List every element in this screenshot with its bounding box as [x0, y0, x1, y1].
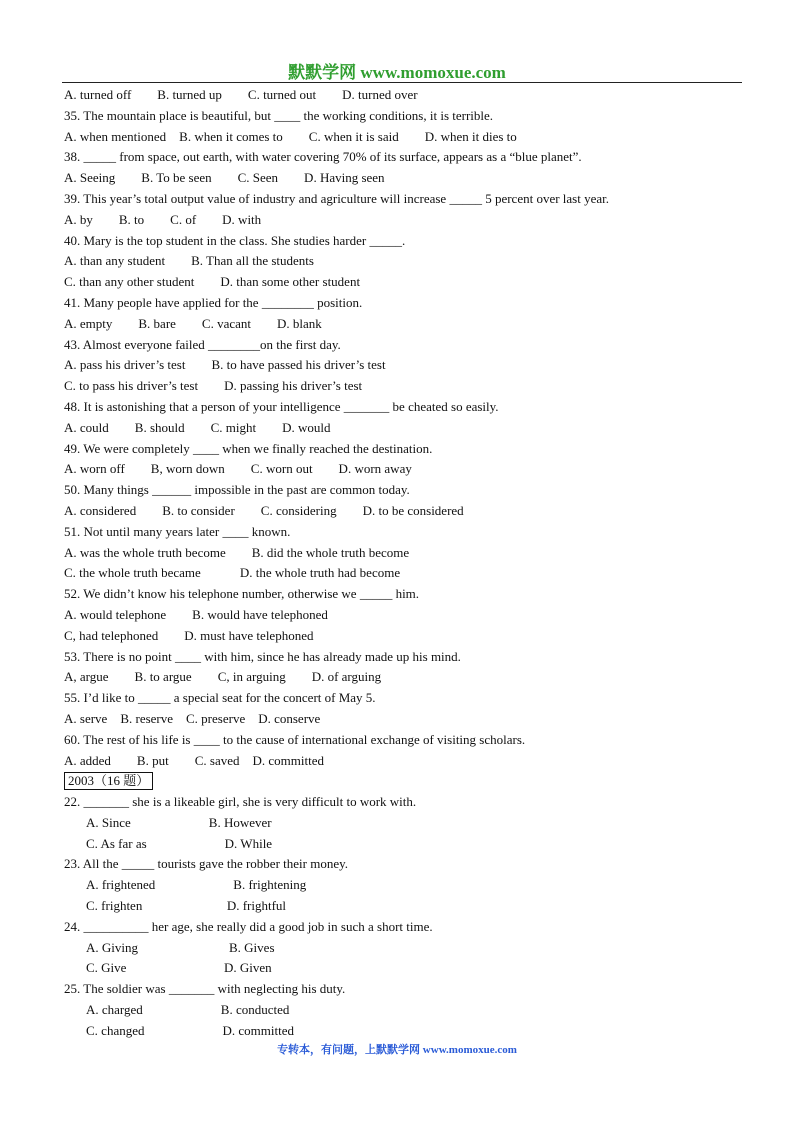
line-text: C. As far as D. While: [86, 835, 273, 851]
line-text: C. than any other student D. than some other student: [64, 274, 361, 290]
site-footer: 专转本，有问题，上默默学网 www.momoxue.com: [277, 1044, 517, 1056]
line-text: A. was the whole truth become B. did the whole truth become: [64, 544, 410, 560]
line-text: A. pass his driver’s test B. to have passed his driver’s test: [64, 357, 386, 373]
text-line: [64, 917, 744, 938]
text-line: [64, 1000, 744, 1021]
line-text: 35. The mountain place is beautiful, but ____ the working conditions, it is terrible.: [64, 107, 494, 123]
text-line: [64, 397, 744, 418]
line-text: 53. There is no point ____ with him, since he has already made up his mind.: [64, 648, 461, 664]
text-line: [64, 147, 744, 168]
line-text: A. Seeing B. To be seen C. Seen D. Having seen: [64, 170, 385, 186]
line-text: A. by B. to C. of D. with: [64, 211, 262, 227]
text-line: [64, 751, 744, 772]
line-text: 39. This year’s total output value of industry and agriculture will increase _____ 5 percent over last year.: [64, 190, 610, 206]
line-text: 23. All the _____ tourists gave the robber their money.: [64, 856, 349, 872]
text-line: [64, 958, 744, 979]
line-text: 24. __________ her age, she really did a good job in such a short time.: [64, 918, 433, 934]
line-text: C. changed D. committed: [86, 1022, 294, 1038]
text-line: [64, 293, 744, 314]
text-line: [64, 896, 744, 917]
text-line: [64, 626, 744, 647]
line-text: 51. Not until many years later ____ known.: [64, 523, 291, 539]
text-line: [64, 834, 744, 855]
question-list: [64, 85, 744, 1042]
text-line: [64, 522, 744, 543]
line-text: A. would telephone B. would have telephoned: [64, 606, 328, 622]
text-line: [64, 210, 744, 231]
text-line: [64, 771, 744, 792]
line-text: 25. The soldier was _______ with neglecting his duty.: [64, 981, 346, 997]
text-line: [64, 667, 744, 688]
text-line: [64, 168, 744, 189]
text-line: [64, 584, 744, 605]
text-line: [64, 85, 744, 106]
text-line: [64, 938, 744, 959]
line-text: C, had telephoned D. must have telephoned: [64, 627, 314, 643]
line-text: 43. Almost everyone failed ________on the first day.: [64, 336, 341, 352]
line-text: 41. Many people have applied for the ________ position.: [64, 294, 363, 310]
text-line: [64, 376, 744, 397]
text-line: [64, 251, 744, 272]
text-line: [64, 730, 744, 751]
line-text: C. frighten D. frightful: [86, 898, 287, 914]
line-text: 49. We were completely ____ when we finally reached the destination.: [64, 440, 433, 456]
line-text: 50. Many things ______ impossible in the past are common today.: [64, 482, 410, 498]
text-line: [64, 979, 744, 1000]
line-text: 40. Mary is the top student in the class. She studies harder _____.: [64, 232, 406, 248]
line-text: A. added B. put C. saved D. committed: [64, 752, 324, 768]
text-line: [64, 314, 744, 335]
line-text: 22. _______ she is a likeable girl, she is very difficult to work with.: [64, 794, 417, 810]
text-line: [64, 501, 744, 522]
line-text: A. empty B. bare C. vacant D. blank: [64, 315, 322, 331]
line-text: 60. The rest of his life is ____ to the cause of international exchange of visiting scholars.: [64, 731, 526, 747]
text-line: [64, 688, 744, 709]
text-line: [64, 459, 744, 480]
line-text: A. Since B. However: [86, 814, 272, 830]
text-line: [64, 792, 744, 813]
line-text: A. could B. should C. might D. would: [64, 419, 331, 435]
line-text: A. Giving B. Gives: [86, 939, 275, 955]
header-divider: [62, 82, 742, 83]
text-line: [64, 813, 744, 834]
line-text: A. frightened B. frightening: [86, 877, 307, 893]
text-line: [64, 355, 744, 376]
line-text: A. charged B. conducted: [86, 1002, 290, 1018]
line-text: A. serve B. reserve C. preserve D. conserve: [64, 710, 321, 726]
line-text: C. to pass his driver’s test D. passing his driver’s test: [64, 378, 363, 394]
text-line: [64, 709, 744, 730]
line-text: 48. It is astonishing that a person of your intelligence _______ be cheated so easily.: [64, 398, 499, 414]
year-section-label: 2003（16 题）: [64, 772, 153, 790]
line-text: A, argue B. to argue C, in arguing D. of arguing: [64, 669, 382, 685]
text-line: [64, 543, 744, 564]
line-text: 52. We didn’t know his telephone number, otherwise we _____ him.: [64, 586, 420, 602]
line-text: A. worn off B, worn down C. worn out D. worn away: [64, 461, 412, 477]
text-line: [64, 418, 744, 439]
text-line: [64, 127, 744, 148]
text-line: [64, 480, 744, 501]
text-line: [64, 647, 744, 668]
line-text: A. than any student B. Than all the students: [64, 253, 314, 269]
site-header-title: 默默学网 www.momoxue.com: [288, 63, 506, 82]
line-text: 55. I’d like to _____ a special seat for the concert of May 5.: [64, 690, 376, 706]
text-line: [64, 106, 744, 127]
text-line: [64, 189, 744, 210]
line-text: 38. _____ from space, out earth, with water covering 70% of its surface, appears as a “blue planet”.: [64, 149, 582, 165]
text-line: [64, 875, 744, 896]
line-text: C. the whole truth became D. the whole truth had become: [64, 565, 401, 581]
line-text: A. turned off B. turned up C. turned out D. turned over: [64, 87, 418, 102]
text-line: [64, 854, 744, 875]
text-line: [64, 272, 744, 293]
text-line: [64, 563, 744, 584]
text-line: [64, 231, 744, 252]
text-line: [64, 1021, 744, 1042]
text-line: [64, 605, 744, 626]
text-line: [64, 335, 744, 356]
text-line: [64, 439, 744, 460]
line-text: A. considered B. to consider C. considering D. to be considered: [64, 502, 464, 518]
line-text: A. when mentioned B. when it comes to C. when it is said D. when it dies to: [64, 128, 517, 144]
line-text: C. Give D. Given: [86, 960, 272, 976]
